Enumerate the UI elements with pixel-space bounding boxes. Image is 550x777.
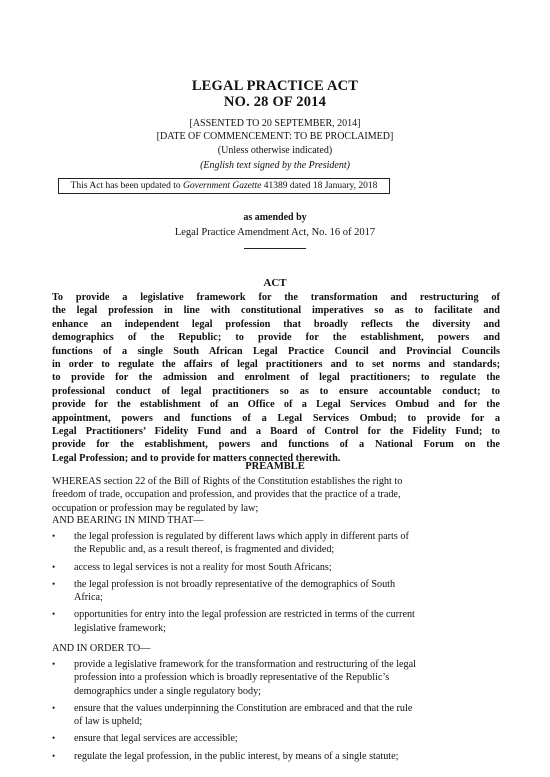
bearing-list [52, 530, 500, 639]
unless-indicated: (Unless otherwise indicated) [217, 145, 333, 156]
list-item-line: opportunities for entry into the legal profession are restricted in terms of the current [74, 609, 415, 621]
list-item-line: demographics under a single regulatory body; [74, 685, 262, 697]
list-item-line: profession into a profession which is broadly representative of the Republic’s [74, 672, 390, 684]
list-item [52, 578, 500, 605]
long-title-line: To provide a legislative framework for the transformation and restructuring of [52, 292, 500, 303]
list-item-line: legislative framework; [74, 622, 166, 634]
list-item-line: the Republic and, as a result thereof, is fragmented and divided; [74, 544, 335, 556]
long-title-line: the legal profession in line with constitutional imperatives so as to facilitate and [52, 305, 500, 317]
list-item [52, 530, 500, 557]
long-title [52, 291, 500, 465]
long-title-line: to provide for the admission and enrolment of legal practitioners; to regulate the [52, 372, 500, 384]
list-item-line: the legal profession is regulated by different laws which apply in different parts of [74, 531, 409, 542]
list-item-line: Africa; [74, 592, 103, 604]
act-heading: ACT [263, 277, 287, 289]
list-item [52, 750, 500, 763]
list-item-line: regulate the legal profession, in the public interest, by means of a single statute; [74, 750, 399, 762]
long-title-line: provide for the establishment of an Office of a Legal Services Ombud and for the [52, 399, 500, 411]
list-item-line: the legal profession is not broadly representative of the demographics of South [74, 578, 396, 590]
bullet-icon: • [52, 659, 56, 669]
update-note-box [58, 178, 390, 194]
long-title-line: professional conduct of legal practitioners so as to ensure accountable conduct; to [52, 385, 500, 397]
long-title-line: enhance an independent legal profession that broadly reflects the diversity and [52, 318, 500, 330]
list-item-line: access to legal services is not a reality for most South Africans; [74, 561, 332, 573]
long-title-line: in order to regulate the affairs of legal practitioners and to set norms and standards; [52, 359, 500, 371]
list-item-line: ensure that legal services are accessible; [74, 733, 238, 745]
list-item [52, 561, 500, 574]
divider-rule [244, 248, 306, 249]
bullet-icon: • [52, 578, 56, 589]
long-title-line: functions of a single South African Legal Practice Council and Provincial Councils [52, 345, 500, 357]
bullet-icon: • [52, 702, 56, 713]
list-item-line: provide a legislative framework for the transformation and restructuring of the legal [74, 659, 417, 670]
preamble-line: WHEREAS section 22 of the Bill of Rights of the Constitution establishes the right to [52, 476, 403, 487]
bullet-icon: • [52, 750, 56, 761]
bullet-icon: • [52, 609, 56, 620]
preamble-whereas [52, 475, 500, 515]
update-note-suffix: 41389 dated 18 January, 2018 [261, 181, 378, 191]
list-item [52, 702, 500, 729]
commencement-date: [DATE OF COMMENCEMENT: TO BE PROCLAIMED] [156, 131, 394, 142]
bullet-icon: • [52, 561, 56, 572]
list-item-line: ensure that the values underpinning the Constitution are embraced and that the rule [74, 702, 413, 714]
assent-date: [ASSENTED TO 20 SEPTEMBER, 2014] [189, 118, 361, 129]
long-title-line: Legal Profession; and to provide for matters connected therewith. [52, 452, 341, 464]
bearing-in-mind-heading: AND BEARING IN MIND THAT— [52, 515, 204, 526]
preamble-line: freedom of trade, occupation and profession, and provides that the practice of a trade, [52, 489, 401, 501]
list-item-line: of law is upheld; [74, 716, 143, 728]
list-item [52, 658, 500, 698]
preamble-line: occupation or profession may be regulated by law; [52, 502, 259, 514]
in-order-to-list [52, 658, 500, 767]
update-note-gazette: Government Gazette [183, 181, 262, 191]
bullet-icon: • [52, 531, 56, 541]
preamble-heading: PREAMBLE [245, 461, 305, 472]
amended-by-label: as amended by [243, 212, 307, 223]
long-title-line: demographics of the Republic; to provide for the establishment, powers and [52, 332, 500, 344]
list-item [52, 608, 500, 635]
long-title-line: appointment, powers and functions of a Legal Services Ombud; to provide for a [52, 412, 500, 424]
english-text-note: (English text signed by the President) [200, 160, 350, 171]
update-note-prefix: This Act has been updated to [70, 181, 184, 191]
amendment-act-name: Legal Practice Amendment Act, No. 16 of 2017 [174, 227, 376, 238]
list-item [52, 732, 500, 745]
in-order-to-heading: AND IN ORDER TO— [52, 643, 151, 654]
act-number: NO. 28 OF 2014 [223, 94, 327, 110]
bullet-icon: • [52, 733, 56, 744]
long-title-line: provide for the establishment, powers and functions of a National Forum on the [52, 439, 500, 451]
act-title: LEGAL PRACTICE ACT [191, 78, 359, 94]
long-title-line: Legal Practitioners’ Fidelity Fund and a Board of Control for the Fidelity Fund; to [52, 426, 500, 438]
